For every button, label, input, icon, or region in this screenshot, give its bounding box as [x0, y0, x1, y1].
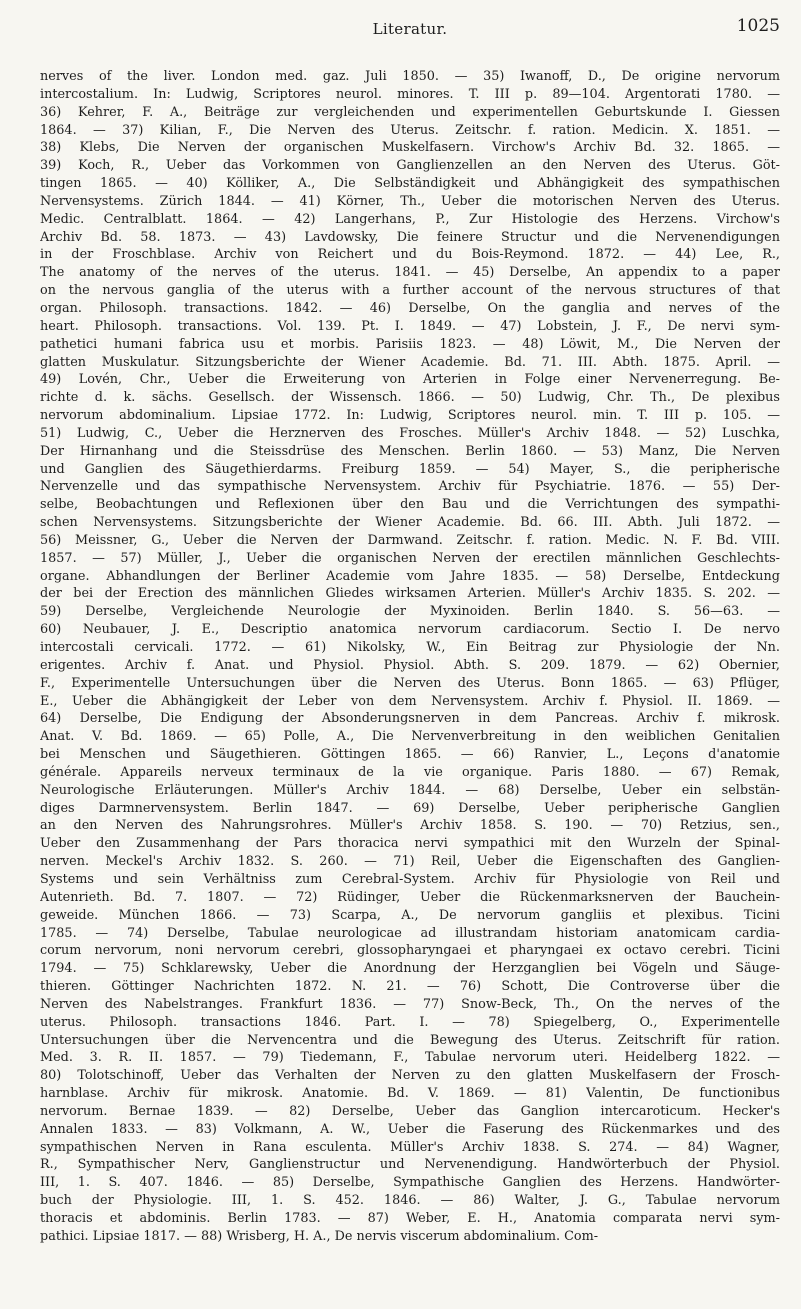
text-line: Untersuchungen über die Nervencentra und die Bewegung des Uterus. Zeitschrift für ration. — [40, 1032, 780, 1048]
text-line: on the nervous ganglia of the uterus with a further account of the nervous structures of that — [40, 283, 780, 299]
text-line: an den Nerven des Nahrungsrohres. Müller's Archiv 1858. S. 190. — 70) Retzius, sen., — [40, 818, 780, 834]
text-line: Nervenzelle und das sympathische Nervensystem. Archiv für Psychiatrie. 1876. — 55) Der- — [40, 479, 780, 495]
text-line: heart. Philosoph. transactions. Vol. 139. Pt. I. 1849. — 47) Lobstein, J. F., De nervi sym- — [40, 318, 780, 334]
text-line: 38) Klebs, Die Nerven der organischen Muskelfasern. Virchow's Archiv Bd. 32. 1865. — — [40, 140, 780, 156]
text-line: pathetici humani fabrica usu et morbis. Parisiis 1823. — 48) Löwit, M., Die Nerven der — [40, 336, 780, 352]
text-line: thieren. Göttinger Nachrichten 1872. N. 21. — 76) Schott, Die Controverse über die — [40, 979, 780, 995]
text-line: 51) Ludwig, C., Ueber die Herznerven des Frosches. Müller's Archiv 1848. — 52) Luschka, — [40, 425, 780, 441]
text-line: 1857. — 57) Müller, J., Ueber die organischen Nerven der erectilen männlichen Geschlechts- — [40, 550, 780, 566]
text-line: R., Sympathischer Nerv, Ganglienstructur und Nervenendigung. Handwörterbuch der Physiol. — [40, 1157, 780, 1173]
text-line: nervorum abdominalium. Lipsiae 1772. In: Ludwig, Scriptores neurol. min. T. III p. 105. — — [40, 408, 780, 424]
text-line: thoracis et abdominis. Berlin 1783. — 87) Weber, E. H., Anatomia comparata nervi sym- — [40, 1211, 780, 1226]
text-line: geweide. München 1866. — 73) Scarpa, A., De nervorum gangliis et plexibus. Ticini — [40, 907, 780, 923]
text-line: nerves of the liver. London med. gaz. Juli 1850. — 35) Iwanoff, D., De origine nervorum — [40, 69, 780, 84]
text-line: erigentes. Archiv f. Anat. und Physiol. Physiol. Abth. S. 209. 1879. — 62) Obernier, — [40, 657, 780, 673]
text-line: Nerven des Nabelstranges. Frankfurt 1836. — 77) Snow-Beck, Th., On the nerves of the — [40, 996, 780, 1012]
text-line: Med. 3. R. II. 1857. — 79) Tiedemann, F., Tabulae nervorum uteri. Heidelberg 1822. — — [40, 1050, 780, 1066]
text-line: 39) Koch, R., Ueber das Vorkommen von Ganglienzellen an den Nerven des Uterus. Göt- — [40, 158, 780, 174]
text-line: Der Hirnanhang und die Steissdrüse des Menschen. Berlin 1860. — 53) Manz, Die Nerven — [40, 443, 780, 459]
text-line: 1864. — 37) Kilian, F., Die Nerven des Uterus. Zeitschr. f. ration. Medicin. X. 1851. — — [40, 122, 780, 138]
text-line: diges Darmnervensystem. Berlin 1847. — 69) Derselbe, Ueber peripherische Ganglien — [40, 800, 780, 816]
text-line: nervorum. Bernae 1839. — 82) Derselbe, Ueber das Ganglion intercaroticum. Hecker's — [40, 1103, 780, 1119]
text-line: 49) Lovén, Chr., Ueber die Erweiterung von Arterien in Folge einer Nervenerregung. Be- — [40, 372, 780, 388]
text-line: générale. Appareils nerveux terminaux de la vie organique. Paris 1880. — 67) Remak, — [40, 764, 780, 780]
text-line: richte d. k. sächs. Gesellsch. der Wissensch. 1866. — 50) Ludwig, Chr. Th., De plexibus — [40, 390, 780, 406]
text-line: intercostalium. In: Ludwig, Scriptores neurol. minores. T. III p. 89—104. Argentorati 1780. — — [40, 86, 780, 102]
text-line: Neurologische Erläuterungen. Müller's Archiv 1844. — 68) Derselbe, Ueber ein selbstän- — [40, 782, 780, 798]
text-line: 36) Kehrer, F. A., Beiträge zur vergleichenden und experimentellen Geburtskunde I. Giessen — [40, 104, 780, 120]
text-line: Anat. V. Bd. 1869. — 65) Polle, A., Die Nervenverbreitung in den weiblichen Genitalien — [40, 729, 780, 745]
text-line: Medic. Centralblatt. 1864. — 42) Langerhans, P., Zur Histologie des Herzens. Virchow's — [40, 211, 780, 227]
text-line: selbe, Beobachtungen und Reflexionen über den Bau und die Verrichtungen des sympathi- — [40, 497, 780, 513]
text-line: in der Froschblase. Archiv von Reichert und du Bois-Reymond. 1872. — 44) Lee, R., — [40, 247, 780, 263]
text-line: E., Ueber die Abhängigkeit der Leber von dem Nervensystem. Archiv f. Physiol. II. 1869. — — [40, 693, 780, 709]
text-line: 60) Neubauer, J. E., Descriptio anatomica nervorum cardiacorum. Sectio I. De nervo — [40, 622, 780, 638]
text-line: Systems und sein Verhältniss zum Cerebral-System. Archiv für Physiologie von Reil und — [40, 871, 780, 887]
text-line: organe. Abhandlungen der Berliner Academie vom Jahre 1835. — 58) Derselbe, Entdeckung — [40, 568, 780, 584]
text-line: intercostali cervicali. 1772. — 61) Nikolsky, W., Ein Beitrag zur Physiologie der Nn. — [40, 640, 780, 655]
text-line: F., Experimentelle Untersuchungen über die Nerven des Uterus. Bonn 1865. — 63) Pflüger, — [40, 675, 780, 691]
text-line: The anatomy of the nerves of the uterus. 1841. — 45) Derselbe, An appendix to a paper — [40, 265, 780, 281]
text-line: bei Menschen und Säugethieren. Göttingen 1865. — 66) Ranvier, L., Leçons d'anatomie — [40, 747, 780, 763]
text-line: Annalen 1833. — 83) Volkmann, A. W., Ueber die Faserung des Rückenmarkes und des — [40, 1121, 780, 1137]
text-line: glatten Muskulatur. Sitzungsberichte der Wiener Academie. Bd. 71. III. Abth. 1875. April. — — [40, 354, 780, 370]
text-line: sympathischen Nerven in Rana esculenta. Müller's Archiv 1838. S. 274. — 84) Wagner, — [40, 1139, 780, 1155]
bibliography-text — [40, 68, 780, 1246]
text-line: Archiv Bd. 58. 1873. — 43) Lavdowsky, Die feinere Structur und die Nervenendigungen — [40, 229, 780, 245]
text-line: 1794. — 75) Schklarewsky, Ueber die Anordnung der Herzganglien bei Vögeln und Säuge- — [40, 961, 780, 977]
running-title: Literatur. — [372, 20, 448, 38]
text-line: buch der Physiologie. III, 1. S. 452. 1846. — 86) Walter, J. G., Tabulae nervorum — [40, 1193, 780, 1209]
text-line: 56) Meissner, G., Ueber die Nerven der Darmwand. Zeitschr. f. ration. Medic. N. F. Bd. VIII. — [40, 532, 780, 548]
text-line: und Ganglien des Säugethierdarms. Freiburg 1859. — 54) Mayer, S., die peripherische — [40, 461, 780, 477]
text-line: der bei der Erection des männlichen Gliedes wirksamen Arterien. Müller's Archiv 1835. S. 202. — — [40, 586, 780, 602]
text-line: corum nervorum, noni nervorum cerebri, glossopharyngaei et pharyngaei ex octavo cerebri. Ticini — [40, 943, 780, 959]
text-line: uterus. Philosoph. transactions 1846. Part. I. — 78) Spiegelberg, O., Experimentelle — [40, 1014, 780, 1030]
text-line: schen Nervensystems. Sitzungsberichte der Wiener Academie. Bd. 66. III. Abth. Juli 1872. — — [40, 515, 780, 531]
text-line: 80) Tolotschinoff, Ueber das Verhalten der Nerven zu den glatten Muskelfasern der Frosch- — [40, 1068, 780, 1084]
text-line: Ueber den Zusammenhang der Pars thoracica nervi sympathici mit den Wurzeln der Spinal- — [40, 836, 780, 852]
page-header — [40, 15, 780, 45]
text-line: pathici. Lipsiae 1817. — 88) Wrisberg, H. A., De nervis viscerum abdominalium. Com- — [40, 1228, 599, 1244]
text-line: organ. Philosoph. transactions. 1842. — 46) Derselbe, On the ganglia and nerves of the — [40, 300, 780, 316]
text-line: Nervensystems. Zürich 1844. — 41) Körner, Th., Ueber die motorischen Nerven des Uterus. — [40, 193, 780, 209]
text-line: tingen 1865. — 40) Kölliker, A., Die Selbständigkeit und Abhängigkeit des sympathischen — [40, 176, 780, 192]
text-line: 59) Derselbe, Vergleichende Neurologie der Myxinoiden. Berlin 1840. S. 56—63. — — [40, 604, 780, 620]
page-number: 1025 — [736, 16, 780, 36]
text-line: nerven. Meckel's Archiv 1832. S. 260. — 71) Reil, Ueber die Eigenschaften des Ganglien- — [40, 854, 780, 870]
text-line: harnblase. Archiv für mikrosk. Anatomie. Bd. V. 1869. — 81) Valentin, De functionibus — [40, 1086, 780, 1102]
text-line: 64) Derselbe, Die Endigung der Absonderungsnerven in dem Pancreas. Archiv f. mikrosk. — [40, 711, 780, 727]
text-line: III, 1. S. 407. 1846. — 85) Derselbe, Sympathische Ganglien des Herzens. Handwörter- — [40, 1175, 780, 1191]
text-line: Autenrieth. Bd. 7. 1807. — 72) Rüdinger, Ueber die Rückenmarksnerven der Bauchein- — [40, 889, 780, 905]
text-line: 1785. — 74) Derselbe, Tabulae neurologicae ad illustrandam historiam anatomicam cardia- — [40, 925, 780, 941]
